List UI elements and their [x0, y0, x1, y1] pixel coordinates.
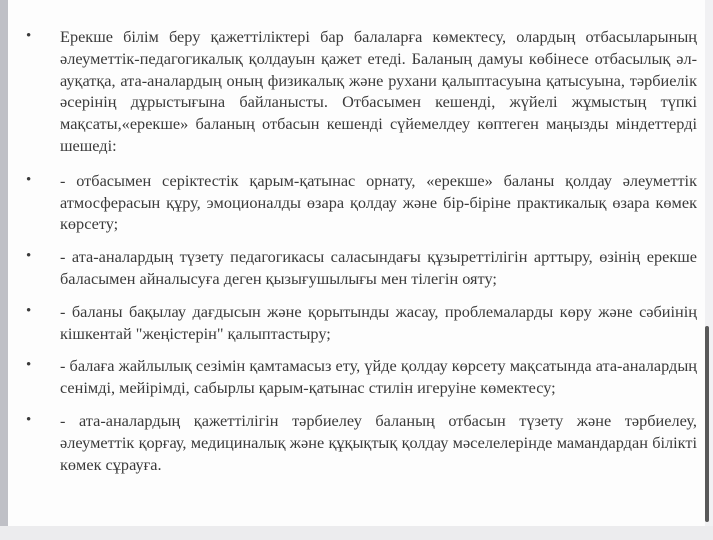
bullet-icon: •	[26, 411, 32, 428]
list-item-text: - балаға жайлылық сезімін қамтамасыз ету, үйде қолдау көрсету мақсатында ата-аналардың сенімді, мейірімді, сабырлы қарым-қатынас стилін игеруіне көмектесу;	[60, 356, 697, 398]
bullet-icon: •	[26, 248, 32, 265]
bottom-margin	[0, 526, 713, 540]
bullet-icon: •	[26, 357, 32, 374]
list-item-help	[26, 410, 697, 475]
bullet-list	[26, 26, 697, 486]
vertical-scrollbar[interactable]	[705, 326, 709, 522]
list-item-partnership	[26, 170, 697, 235]
list-item-text: - отбасымен серіктестік қарым-қатынас орнату, «ерекше» баланы қолдау әлеуметтік атмосферасын құру, эмоционалды өзара қолдау және бір-біріне практикалық өзара көмек көрсету;	[60, 170, 697, 234]
list-item-intro	[26, 26, 697, 157]
list-item-text: - баланы бақылау дағдысын және қорытынды жасау, проблемаларды көру және сәбиінің кішкентай "жеңістерін" қалыптастыру;	[60, 301, 697, 343]
bullet-icon: •	[26, 28, 32, 44]
list-item-text: - ата-аналардың қажеттілігін тәрбиелеу баланың отбасын түзету және тәрбиелеу, әлеуметтік қорғау, медициналық және құқықтық қолдау мәселелерінде мамандардан білікті көмек сұрауға.	[60, 410, 697, 474]
bullet-icon: •	[26, 302, 32, 319]
list-item-competence	[26, 246, 697, 290]
list-item-observation	[26, 301, 697, 345]
list-item-text: - ата-аналардың түзету педагогикасы саласындағы құзыреттілігін арттыру, өзінің ерекше баласымен айналысуға деген қызығушылығы мен тілегін ояту;	[60, 247, 697, 288]
list-item-comfort	[26, 355, 697, 399]
list-item-text: Ерекше білім беру қажеттіліктері бар балаларға көмектесу, олардың отбасыларының әлеуметтік-педагогикалық қолдауын қажет етеді. Баланың дамуы көбінесе отбасылық әл-ауқатқа, ата-аналардың оның физикалық және рухани қалыптасуына қатысуына, тәрбиелік әсерінің дұрыстығына байланысты. Отбасымен кешенді, жүйелі жұмыстың түпкі мақсаты,«ерекше» баланың отбасын кешенді сүйемелдеу көптеген маңызды міндеттерді шешеді:	[60, 27, 697, 155]
bullet-icon: •	[26, 171, 32, 188]
left-page-edge	[0, 0, 8, 526]
